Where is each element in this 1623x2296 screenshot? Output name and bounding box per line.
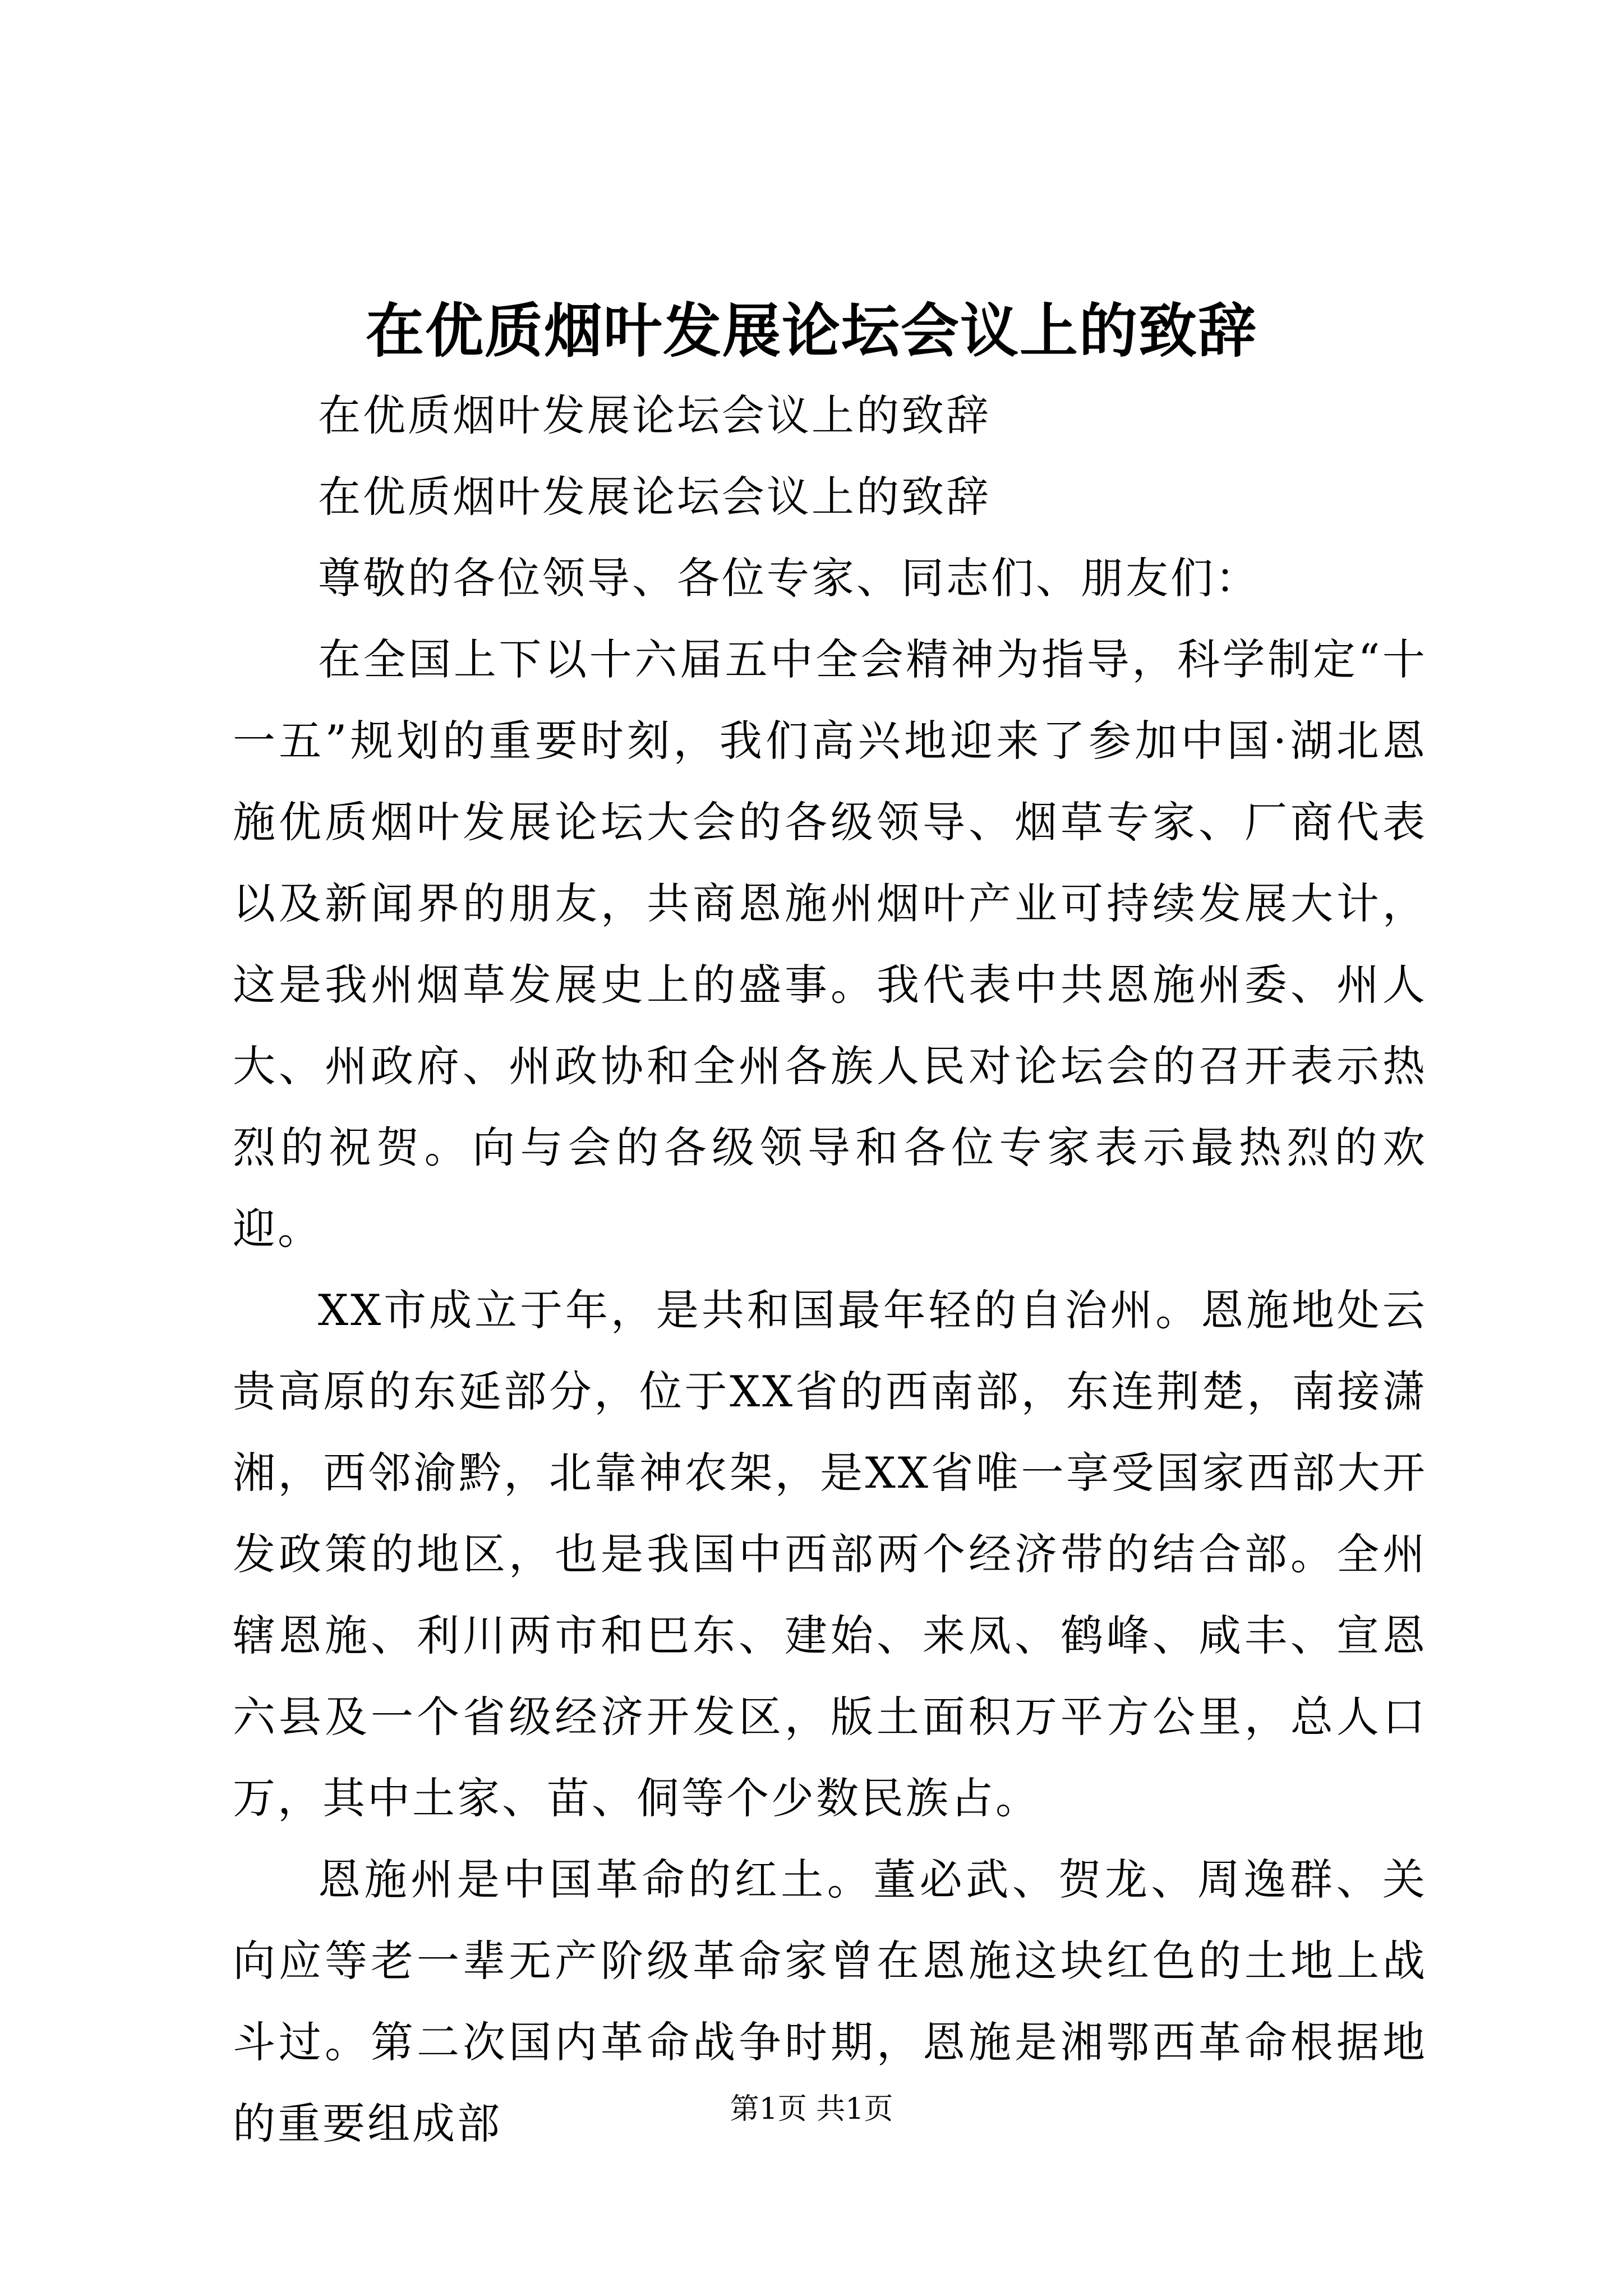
paragraph: 在优质烟叶发展论坛会议上的致辞	[318, 390, 991, 440]
document-body	[233, 375, 1427, 2164]
salutation: 尊敬的各位领导、各位专家、同志们、朋友们：	[318, 553, 1260, 603]
paragraph: 在全国上下以十六届五中全会精神为指导，科学制定“十一五”规划的重要时刻，我们高兴地迎来了参加中国·湖北恩施优质烟叶发展论坛大会的各级领导、烟草专家、厂商代表以及新闻界的朋友，共商恩施州烟叶产业可持续发展大计，这是我州烟草发展史上的盛事。我代表中共恩施州委、州人大、州政府、州政协和全州各族人民对论坛会的召开表示热烈的祝贺。向与会的各级领导和各位专家表示最热烈的欢迎。	[233, 634, 1427, 1254]
document-title: 在优质烟叶发展论坛会议上的致辞	[365, 296, 1257, 365]
paragraph: XX市成立于年，是共和国最年轻的自治州。恩施地处云贵高原的东延部分，位于XX省的西南部，东连荆楚，南接潇湘，西邻渝黔，北靠神农架，是XX省唯一享受国家西部大开发政策的地区，也是我国中西部两个经济带的结合部。全州辖恩施、利川两市和巴东、建始、来凤、鹤峰、咸丰、宣恩六县及一个省级经济开发区，版土面积万平方公里，总人口万，其中土家、苗、侗等个少数民族占。	[233, 1285, 1427, 1823]
paragraph: 在优质烟叶发展论坛会议上的致辞	[318, 472, 991, 522]
paragraph: 恩施州是中国革命的红土。董必武、贺龙、周逸群、关向应等老一辈无产阶级革命家曾在恩施这块红色的土地上战斗过。第二次国内革命战争时期，恩施是湘鄂西革命根据地的重要组成部	[233, 1855, 1427, 2148]
page-footer: 第1页 共1页	[730, 2092, 893, 2126]
